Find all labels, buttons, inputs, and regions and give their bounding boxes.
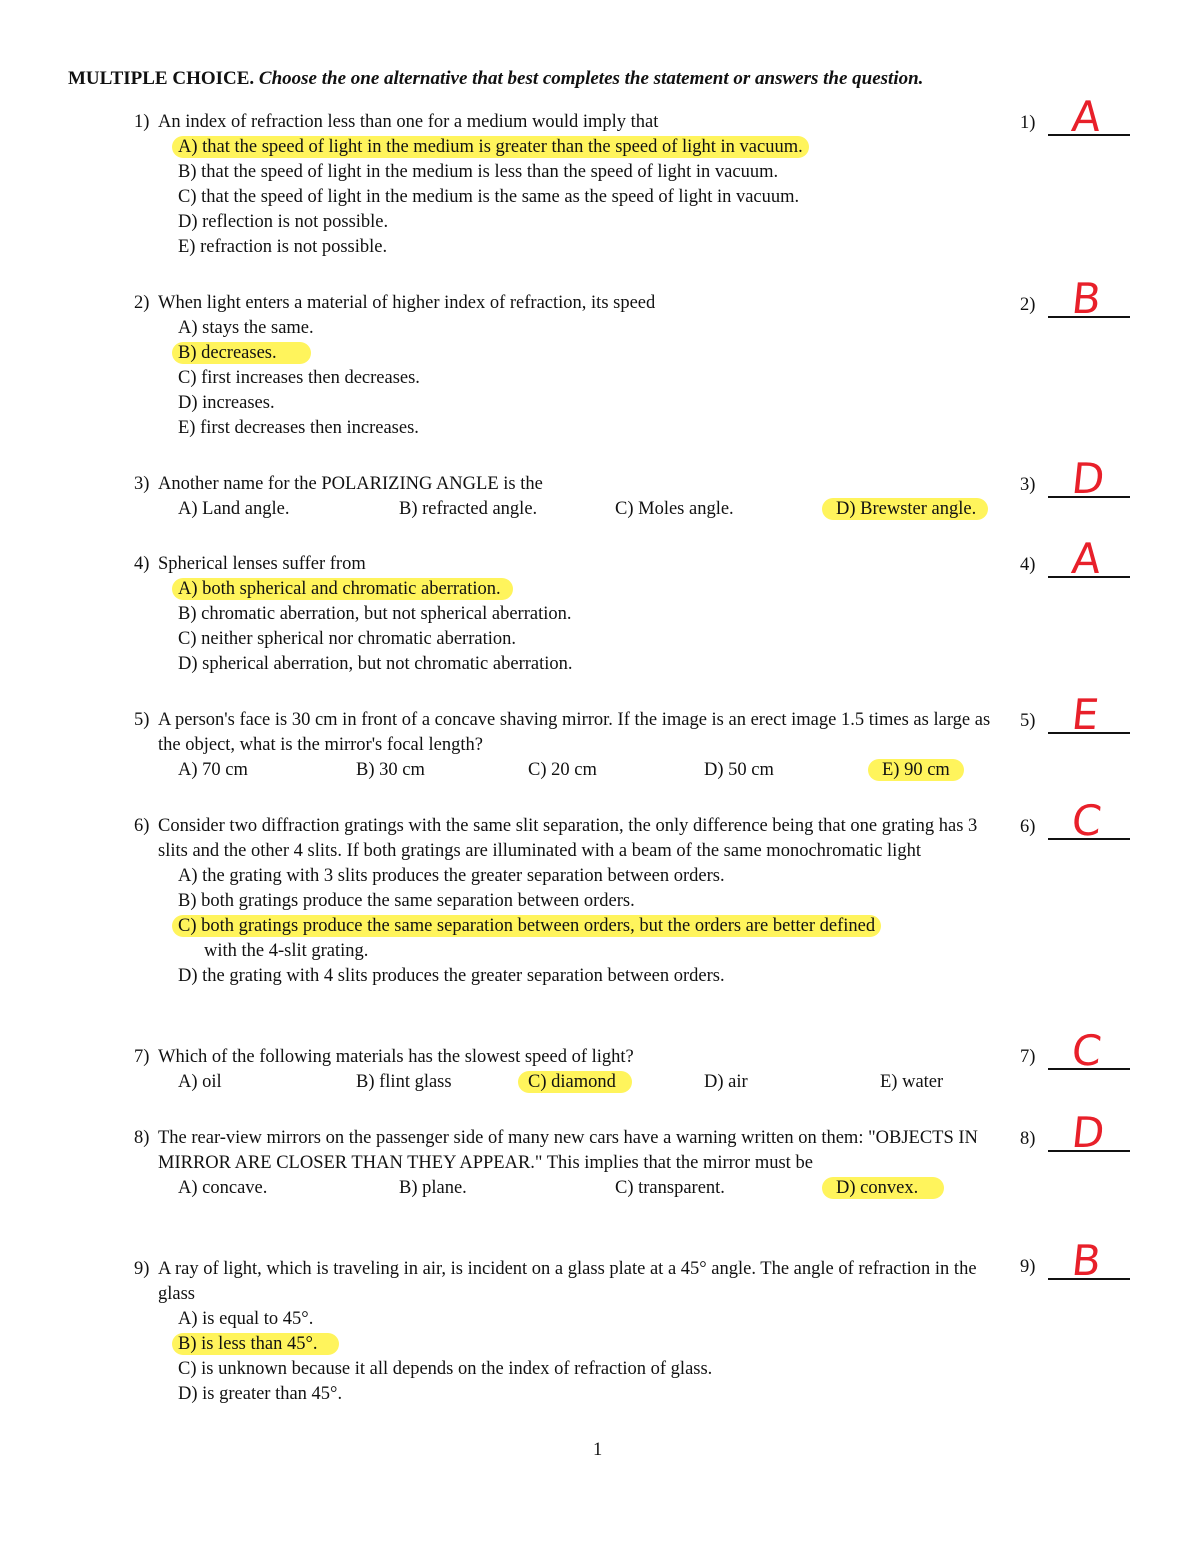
- option-b: B) 30 cm: [356, 760, 425, 780]
- option-e: E) water: [880, 1072, 944, 1092]
- option-c: C) transparent.: [615, 1178, 725, 1198]
- option-d: D) air: [704, 1072, 748, 1092]
- question-number: 9): [134, 1259, 150, 1279]
- answer-label: 5): [1020, 711, 1036, 731]
- option-e: E) first decreases then increases.: [178, 418, 419, 438]
- highlighted-answer: E) 90 cm: [868, 759, 964, 781]
- answer-label: 6): [1020, 817, 1036, 837]
- question-stem: Spherical lenses suffer from: [158, 554, 366, 574]
- option-d: D) is greater than 45°.: [178, 1384, 343, 1404]
- handwritten-answer: E: [1069, 690, 1102, 739]
- answer-label: 2): [1020, 295, 1036, 315]
- option-a: A) is equal to 45°.: [178, 1309, 314, 1329]
- question-number: 3): [134, 474, 150, 494]
- highlighted-answer: C) diamond: [518, 1071, 632, 1093]
- handwritten-answer: B: [1069, 274, 1104, 323]
- question-stem: Consider two diffraction gratings with the same slit separation, the only difference being that one grating has 3 slits and the other 4 slits. If both gratings are illuminated with a beam of the same monochromatic light: [158, 816, 978, 861]
- question-4: [134, 552, 994, 677]
- option-a: A) oil: [178, 1072, 222, 1092]
- option-b: B) plane.: [399, 1178, 467, 1198]
- answer-blank-6: [1020, 796, 1130, 845]
- page-number: 1: [593, 1440, 603, 1460]
- question-number: 2): [134, 293, 150, 313]
- highlighted-answer: B) is less than 45°.: [172, 1333, 339, 1355]
- option-a: A) Land angle.: [178, 499, 290, 519]
- answer-blank-2: [1020, 274, 1130, 323]
- handwritten-answer: B: [1069, 1236, 1104, 1285]
- question-number: 6): [134, 816, 150, 836]
- highlighted-answer: B) decreases.: [172, 342, 311, 364]
- option-d: D) spherical aberration, but not chromatic aberration.: [178, 654, 573, 674]
- option-d: D) the grating with 4 slits produces the greater separation between orders.: [178, 966, 725, 986]
- question-9: [134, 1257, 994, 1407]
- option-c: C) first increases then decreases.: [178, 368, 420, 388]
- option-b: [178, 341, 994, 366]
- highlighted-answer: C) both gratings produce the same separation between orders, but the orders are better defined: [172, 915, 881, 937]
- highlighted-answer: D) convex.: [822, 1177, 944, 1199]
- question-stem: A ray of light, which is traveling in air, is incident on a glass plate at a 45° angle. The angle of refraction in the glass: [158, 1259, 977, 1304]
- option-b: B) refracted angle.: [399, 499, 538, 519]
- handwritten-answer: A: [1069, 534, 1104, 583]
- section-header: [68, 68, 923, 90]
- question-stem: A person's face is 30 cm in front of a concave shaving mirror. If the image is an erect image 1.5 times as large as the object, what is the mirror's focal length?: [158, 710, 991, 755]
- option-b: B) that the speed of light in the medium is less than the speed of light in vacuum.: [178, 162, 779, 182]
- header-instructions: Choose the one alternative that best completes the statement or answers the question.: [258, 68, 924, 89]
- option-d: [836, 1176, 944, 1201]
- option-a: [178, 135, 994, 160]
- option-c-continued: with the 4-slit grating.: [204, 941, 369, 961]
- option-d: D) 50 cm: [704, 760, 774, 780]
- option-c: [178, 914, 994, 939]
- handwritten-answer: D: [1069, 1108, 1107, 1157]
- answer-blank-8: [1020, 1108, 1130, 1157]
- option-b: B) both gratings produce the same separation between orders.: [178, 891, 635, 911]
- handwritten-answer: D: [1069, 454, 1107, 503]
- question-stem: The rear-view mirrors on the passenger side of many new cars have a warning written on them: "OBJECTS IN MIRROR ARE CLOSER THAN THEY APPEAR." This implies that the mirror must be: [158, 1128, 978, 1173]
- option-c: [528, 1070, 704, 1095]
- question-number: 7): [134, 1047, 150, 1067]
- option-c: C) is unknown because it all depends on the index of refraction of glass.: [178, 1359, 713, 1379]
- option-c: C) 20 cm: [528, 760, 597, 780]
- question-7: [134, 1045, 994, 1095]
- option-c: C) Moles angle.: [615, 499, 734, 519]
- question-1: [134, 110, 994, 260]
- answer-label: 8): [1020, 1129, 1036, 1149]
- question-number: 5): [134, 710, 150, 730]
- option-a: [178, 577, 994, 602]
- option-a: A) 70 cm: [178, 760, 248, 780]
- answer-label: 9): [1020, 1257, 1036, 1277]
- highlighted-answer: A) that the speed of light in the medium is greater than the speed of light in vacuum.: [172, 136, 809, 158]
- question-stem: Which of the following materials has the slowest speed of light?: [158, 1047, 634, 1067]
- answer-label: 1): [1020, 113, 1036, 133]
- handwritten-answer: C: [1069, 1026, 1104, 1075]
- question-6: [134, 814, 994, 989]
- answer-blank-1: [1020, 92, 1130, 141]
- question-stem: When light enters a material of higher index of refraction, its speed: [158, 293, 656, 313]
- answer-blank-7: [1020, 1026, 1130, 1075]
- option-e: E) refraction is not possible.: [178, 237, 388, 257]
- answer-label: 7): [1020, 1047, 1036, 1067]
- option-b: B) flint glass: [356, 1072, 452, 1092]
- question-8: [134, 1126, 994, 1201]
- handwritten-answer: C: [1069, 796, 1104, 845]
- answer-blank-4: [1020, 534, 1130, 583]
- answer-blank-5: [1020, 690, 1130, 739]
- option-d: D) increases.: [178, 393, 275, 413]
- answer-label: 4): [1020, 555, 1036, 575]
- answer-label: 3): [1020, 475, 1036, 495]
- option-a: A) stays the same.: [178, 318, 314, 338]
- question-number: 8): [134, 1128, 150, 1148]
- answer-blank-9: [1020, 1236, 1130, 1285]
- highlighted-answer: A) both spherical and chromatic aberration.: [172, 578, 513, 600]
- option-b: [178, 1332, 994, 1357]
- question-3: [134, 472, 994, 522]
- question-2: [134, 291, 994, 441]
- option-a: A) the grating with 3 slits produces the greater separation between orders.: [178, 866, 725, 886]
- option-a: A) concave.: [178, 1178, 268, 1198]
- question-5: [134, 708, 994, 783]
- option-b: B) chromatic aberration, but not spherical aberration.: [178, 604, 572, 624]
- header-lead: MULTIPLE CHOICE.: [68, 68, 255, 89]
- question-number: 4): [134, 554, 150, 574]
- highlighted-answer: D) Brewster angle.: [822, 498, 988, 520]
- option-c: C) neither spherical nor chromatic aberration.: [178, 629, 516, 649]
- handwritten-answer: A: [1069, 92, 1104, 141]
- option-e: [882, 758, 964, 783]
- question-stem: Another name for the POLARIZING ANGLE is the: [158, 474, 543, 494]
- question-stem: An index of refraction less than one for a medium would imply that: [158, 112, 659, 132]
- option-d: D) reflection is not possible.: [178, 212, 389, 232]
- question-number: 1): [134, 112, 150, 132]
- answer-blank-3: [1020, 454, 1130, 503]
- option-d: [836, 497, 988, 522]
- option-c: C) that the speed of light in the medium is the same as the speed of light in vacuum.: [178, 187, 800, 207]
